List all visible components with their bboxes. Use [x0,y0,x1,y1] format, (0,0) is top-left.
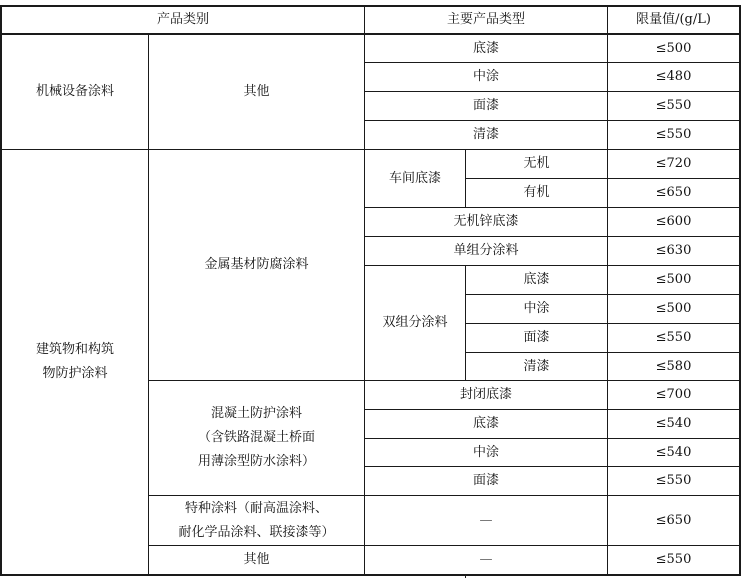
two-component-type: 底漆 [523,272,550,287]
machinery-limit: ≤500 [655,40,692,56]
zinc-primer-type: 无机锌底漆 [453,214,519,229]
machinery-category: 机械设备涂料 [35,84,114,99]
two-component-limit: ≤550 [655,330,692,345]
single-component-type: 单组分涂料 [453,243,519,258]
shop-primer-label: 车间底漆 [388,170,441,186]
machinery-limit: ≤480 [655,69,692,84]
concrete-limit: ≤540 [655,444,692,460]
header-category: 产品类别 [156,11,209,27]
building-category-line2: 物防护涂料 [42,366,108,381]
machinery-limit: ≤550 [655,127,692,142]
machinery-type: 清漆 [472,127,499,142]
table-border-right [739,5,741,576]
header-main-type: 主要产品类型 [446,11,525,27]
two-component-limit: ≤500 [655,301,692,316]
concrete-subcategory [149,381,364,495]
machinery-subcategory: 其他 [243,84,270,99]
other-limit: ≤550 [655,552,692,567]
header-limit: 限量值/(g/L) [636,11,711,27]
machinery-type: 面漆 [472,98,499,113]
two-component-limit: ≤580 [655,358,692,374]
other-subcategory: 其他 [243,552,270,567]
concrete-type: 封闭底漆 [459,387,512,402]
metal-subcategory: 金属基材防腐涂料 [204,257,309,272]
two-component-type: 清漆 [523,358,550,374]
other-type: — [479,552,493,567]
table-border-bottom [0,574,741,576]
col-line [465,574,466,578]
concrete-line3: 用薄涂型防水涂料） [197,454,315,469]
two-component-type: 面漆 [523,330,550,345]
two-component-label: 双组分涂料 [382,315,448,330]
concrete-line1: 混凝土防护涂料 [210,406,302,421]
machinery-limit: ≤550 [655,98,692,113]
two-component-limit: ≤500 [655,272,692,287]
concrete-limit: ≤550 [655,473,692,488]
single-component-limit: ≤630 [655,243,692,258]
concrete-limit: ≤540 [655,416,692,431]
two-component-type: 中涂 [523,301,550,316]
special-type: — [479,512,493,528]
special-line2: 耐化学品涂料、联接漆等） [178,524,335,540]
shop-primer-limit: ≤650 [655,185,692,200]
shop-primer-type: 有机 [523,185,550,200]
concrete-type: 底漆 [472,416,499,431]
machinery-type: 底漆 [472,40,499,56]
shop-primer-type: 无机 [523,156,550,171]
machinery-type: 中涂 [472,69,499,84]
concrete-type: 面漆 [472,473,499,488]
building-category [2,150,148,574]
shop-primer-limit: ≤720 [655,156,692,171]
special-limit: ≤650 [655,512,692,528]
special-line1: 特种涂料（耐高温涂料、 [184,500,328,516]
zinc-primer-limit: ≤600 [655,214,692,229]
special-subcategory [149,496,364,545]
concrete-limit: ≤700 [655,387,692,402]
concrete-line2: （含铁路混凝土桥面 [197,430,315,445]
building-category-line1: 建筑物和构筑 [35,342,114,357]
concrete-type: 中涂 [472,444,499,460]
